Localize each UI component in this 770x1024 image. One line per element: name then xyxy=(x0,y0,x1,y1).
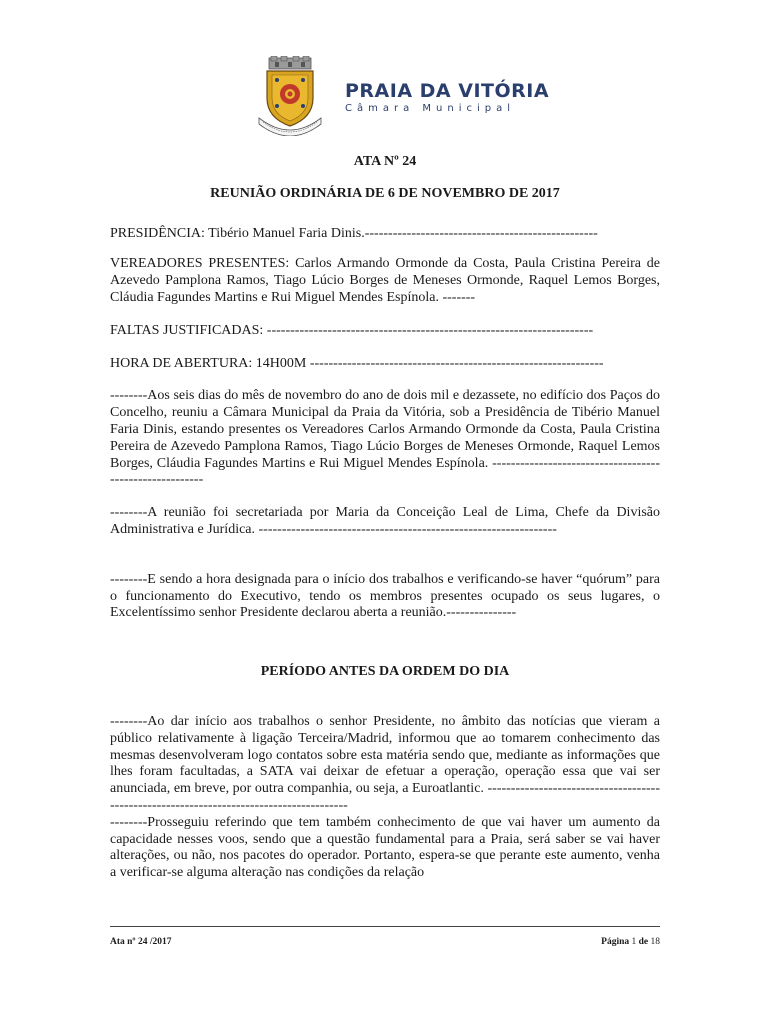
vereadores-paragraph: VEREADORES PRESENTES: Carlos Armando Ormonde da Costa, Paula Cristina Pereira de Azevedo Pamplona Ramos, Tiago Lúcio Borges de Meneses Ormonde, Raquel Lemos Borges, Cláudia Fagundes Martins e Rui Miguel Mendes Espínola. ------- xyxy=(110,256,660,305)
section-title: PERÍODO ANTES DA ORDEM DO DIA xyxy=(260,664,510,680)
document-subtitle: REUNIÃO ORDINÁRIA DE 6 DE NOVEMBRO DE 2017 xyxy=(210,185,560,201)
of-label: de xyxy=(638,937,649,947)
document-title: ATA Nº 24 xyxy=(353,154,417,169)
document-body xyxy=(110,154,660,882)
hora-abertura-line: HORA DE ABERTURA: 14H00M --------------------------------------------------------------- xyxy=(110,355,604,371)
municipal-crest-icon xyxy=(255,56,325,136)
opening-paragraph: --------Aos seis dias do mês de novembro do ano de dois mil e dezassete, no edifício dos Paços do Concelho, reuniu a Câmara Municipal da Praia da Vitória, sob a Presidência de Tibério Manuel Faria Dinis, estando presentes os Vereadores Carlos Armando Ormonde da Costa, Paula Cristina Pereira de Azevedo Pamplona Ramos, Tiago Lúcio Borges de Meneses Ormonde, Raquel Lemos Borges, Cláudia Fagundes Martins e Rui Miguel Mendes Espínola. -------------------------------------------------------- xyxy=(110,388,660,488)
quorum-paragraph: --------E sendo a hora designada para o início dos trabalhos e verificando-se haver “quórum” para o funcionamento do Executivo, tendo os membros presentes ocupado os seus lugares, o Excelentíssimo senhor Presidente declarou aberta a reunião.--------------- xyxy=(110,571,660,621)
page-number-indicator xyxy=(601,937,660,947)
letterhead xyxy=(255,56,555,136)
footer-divider xyxy=(110,926,660,927)
page-total: 18 xyxy=(650,937,660,947)
capacity-paragraph: --------Prosseguiu referindo que tem também conhecimento de que vai haver um aumento da capacidade nesses voos, sendo que a questão fundamental para a Praia, será saber se vai haver alterações, ou não, nos pacotes do operador. Portanto, espera-se que perante este aumento, venha a verificar-se alguma alteração nas condições da relação xyxy=(110,814,660,881)
president-news-paragraph: --------Ao dar início aos trabalhos o senhor Presidente, no âmbito das notícias que vieram a público relativamente à ligação Terceira/Madrid, informou que ao tomarem conhecimento das mesmas desenvolveram logo contatos sobre esta matéria sendo que, mediante as informações que lhes foram facultadas, a SATA vai deixar de efetuar a operação, operação essa que vai ser anunciada, em breve, por outra companhia, ou seja, a Euroatlantic. ---------------------------------------------------------------------------------------- xyxy=(110,713,660,813)
brand-title: PRAIA DA VITÓRIA xyxy=(345,80,550,102)
footer-document-id: Ata nº 24 /2017 xyxy=(110,937,172,947)
presidencia-line: PRESIDÊNCIA: Tibério Manuel Faria Dinis.-------------------------------------------------- xyxy=(110,225,598,241)
faltas-line: FALTAS JUSTIFICADAS: ---------------------------------------------------------------------- xyxy=(110,322,594,338)
brand xyxy=(345,80,549,115)
secretary-paragraph: --------A reunião foi secretariada por Maria da Conceição Leal de Lima, Chefe da Divisão Administrativa e Jurídica. ---------------------------------------------------------------- xyxy=(110,505,660,537)
page-label: Página xyxy=(601,937,630,947)
page-number: 1 xyxy=(631,937,637,947)
brand-subtitle: Câmara Municipal xyxy=(345,103,516,114)
